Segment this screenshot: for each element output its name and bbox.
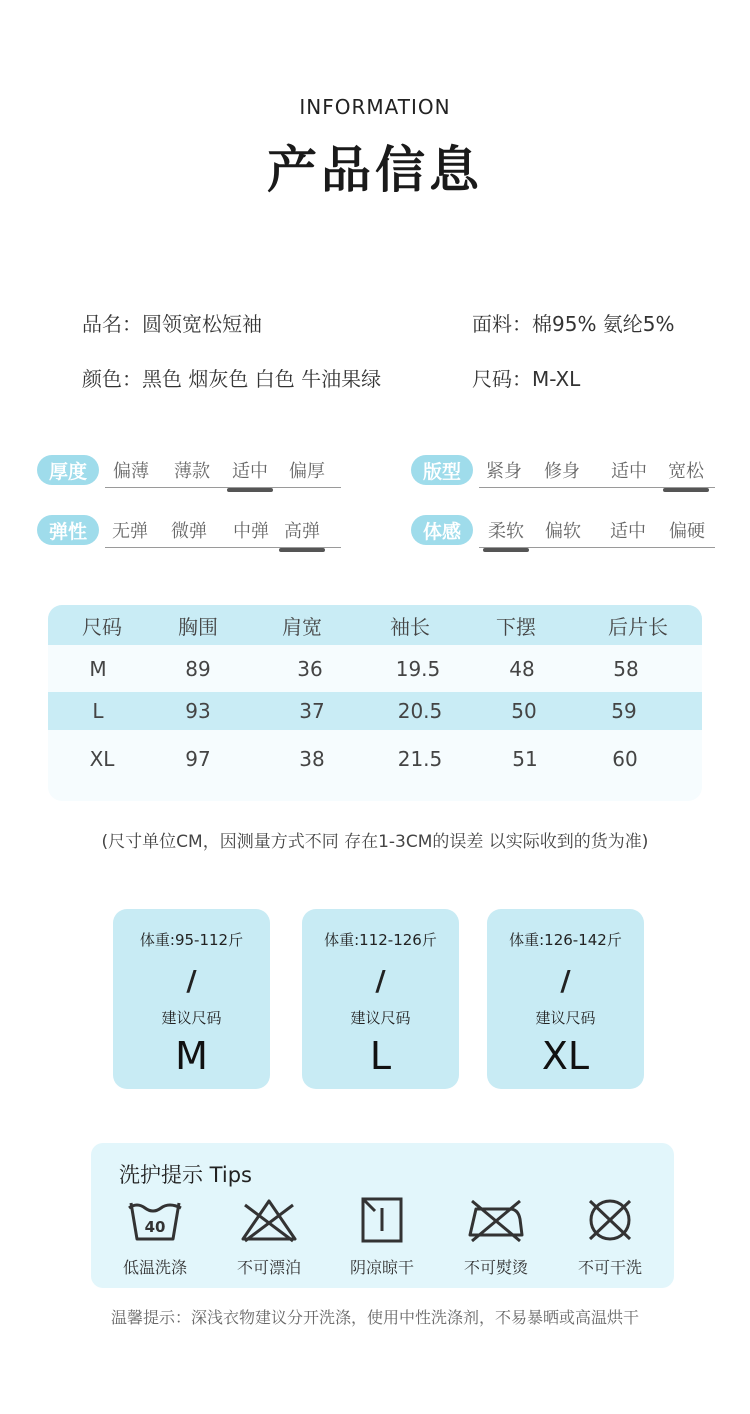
table-cell: 97 <box>185 747 211 771</box>
care-box <box>91 1143 674 1288</box>
size-table <box>48 605 702 801</box>
no-dry-clean-icon <box>580 1195 640 1245</box>
table-cell: 60 <box>612 747 638 771</box>
care-label: 不可漂泊 <box>236 1258 301 1277</box>
table-cell: 19.5 <box>395 656 441 681</box>
table-header-cell: 尺码 <box>82 614 122 639</box>
footer-tip: 温馨提示：深浅衣物建议分开洗涤，使用中性洗涤剂，不易暴晒或高温烘干 <box>110 1308 639 1327</box>
rec-label: 建议尺码 <box>350 1009 411 1027</box>
care-item <box>105 1195 205 1278</box>
recommend-card-xl <box>487 909 644 1089</box>
rec-size: L <box>369 1034 392 1078</box>
rec-slash: / <box>375 964 386 997</box>
attr-row-thickness <box>37 452 341 488</box>
table-cell: M <box>89 656 107 681</box>
attr-options <box>105 452 341 488</box>
table-cell: 93 <box>185 699 211 723</box>
attr-tag: 弹性 <box>37 515 99 545</box>
rec-weight: 体重:95-112斤 <box>139 931 244 949</box>
table-row <box>48 645 702 692</box>
attr-option-selected: 适中 <box>227 457 273 483</box>
care-label: 不可熨烫 <box>463 1258 528 1277</box>
table-row <box>48 692 702 730</box>
attr-option-selected: 高弹 <box>279 517 325 543</box>
wash-temp-text: 40 <box>144 1218 166 1236</box>
rec-label: 建议尺码 <box>161 1009 222 1027</box>
attr-tag: 厚度 <box>37 455 99 485</box>
attr-option-selected: 柔软 <box>483 517 529 543</box>
rec-slash: / <box>186 964 197 997</box>
table-cell: 50 <box>511 699 537 723</box>
attr-option: 偏硬 <box>669 520 705 542</box>
attr-options <box>105 512 341 548</box>
attr-options <box>479 452 715 488</box>
attr-option: 偏薄 <box>113 460 149 482</box>
recommend-card-m <box>113 909 270 1089</box>
table-cell: 89 <box>185 656 211 681</box>
care-label: 低温洗涤 <box>122 1258 187 1277</box>
rec-label: 建议尺码 <box>535 1009 596 1027</box>
care-item <box>219 1195 319 1278</box>
attr-row-elasticity <box>37 512 341 548</box>
table-cell: 36 <box>297 656 323 681</box>
table-header-cell: 后片长 <box>608 614 668 639</box>
attr-option: 适中 <box>610 520 646 542</box>
attr-options <box>479 512 715 548</box>
attr-option: 修身 <box>544 460 580 482</box>
table-cell: 51 <box>512 747 538 771</box>
attr-tag: 版型 <box>411 455 473 485</box>
shade-dry-icon <box>352 1195 412 1245</box>
table-cell: 38 <box>299 747 325 771</box>
wash-40-icon <box>125 1195 185 1245</box>
attr-tag: 体感 <box>411 515 473 545</box>
table-header-cell: 下摆 <box>496 614 536 639</box>
attr-option: 微弹 <box>171 520 207 542</box>
table-cell: 20.5 <box>397 699 443 723</box>
info-fabric: 面料：棉95% 氨纶5% <box>472 312 675 336</box>
info-name: 品名：圆领宽松短袖 <box>82 312 262 336</box>
table-cell: 21.5 <box>397 747 443 771</box>
table-header-cell: 胸围 <box>178 614 218 639</box>
title-en: INFORMATION <box>299 95 451 119</box>
attr-option: 无弹 <box>112 520 148 542</box>
info-size: 尺码：M-XL <box>472 367 581 391</box>
rec-size: M <box>175 1034 208 1078</box>
attr-option: 偏厚 <box>289 460 325 482</box>
no-bleach-icon <box>239 1195 299 1245</box>
care-label: 不可干洗 <box>577 1258 642 1277</box>
care-item <box>446 1195 546 1278</box>
care-item <box>560 1195 660 1278</box>
table-cell: 58 <box>613 656 639 681</box>
rec-weight: 体重:112-126斤 <box>324 931 437 949</box>
info-color: 颜色：黑色 烟灰色 白色 牛油果绿 <box>82 367 382 391</box>
table-cell: 37 <box>299 699 325 723</box>
table-cell: L <box>92 699 104 723</box>
rec-slash: / <box>560 964 571 997</box>
attr-option: 中弹 <box>233 520 269 542</box>
table-row <box>48 730 702 788</box>
attr-option: 薄款 <box>174 460 210 482</box>
care-title: 洗护提示 Tips <box>119 1163 252 1187</box>
table-cell: XL <box>89 747 115 771</box>
attr-option-selected: 宽松 <box>663 457 709 483</box>
no-iron-icon <box>466 1195 526 1245</box>
care-item <box>332 1195 432 1278</box>
rec-size: XL <box>541 1034 590 1078</box>
attr-option: 适中 <box>611 460 647 482</box>
attr-row-feel <box>411 512 715 548</box>
table-header-cell: 袖长 <box>390 614 430 639</box>
table-cell: 48 <box>509 656 535 681</box>
attr-option: 紧身 <box>486 460 522 482</box>
rec-weight: 体重:126-142斤 <box>509 931 622 949</box>
recommend-card-l <box>302 909 459 1089</box>
size-note: (尺寸单位CM，因测量方式不同 存在1-3CM的误差 以实际收到的货为准) <box>101 832 649 852</box>
table-header-cell: 肩宽 <box>282 614 322 639</box>
table-cell: 59 <box>611 699 637 723</box>
care-label: 阴凉晾干 <box>349 1258 414 1277</box>
attr-row-fit <box>411 452 715 488</box>
size-table-header <box>48 605 702 645</box>
attr-option: 偏软 <box>545 520 581 542</box>
page-title: 产品信息 <box>267 141 483 199</box>
